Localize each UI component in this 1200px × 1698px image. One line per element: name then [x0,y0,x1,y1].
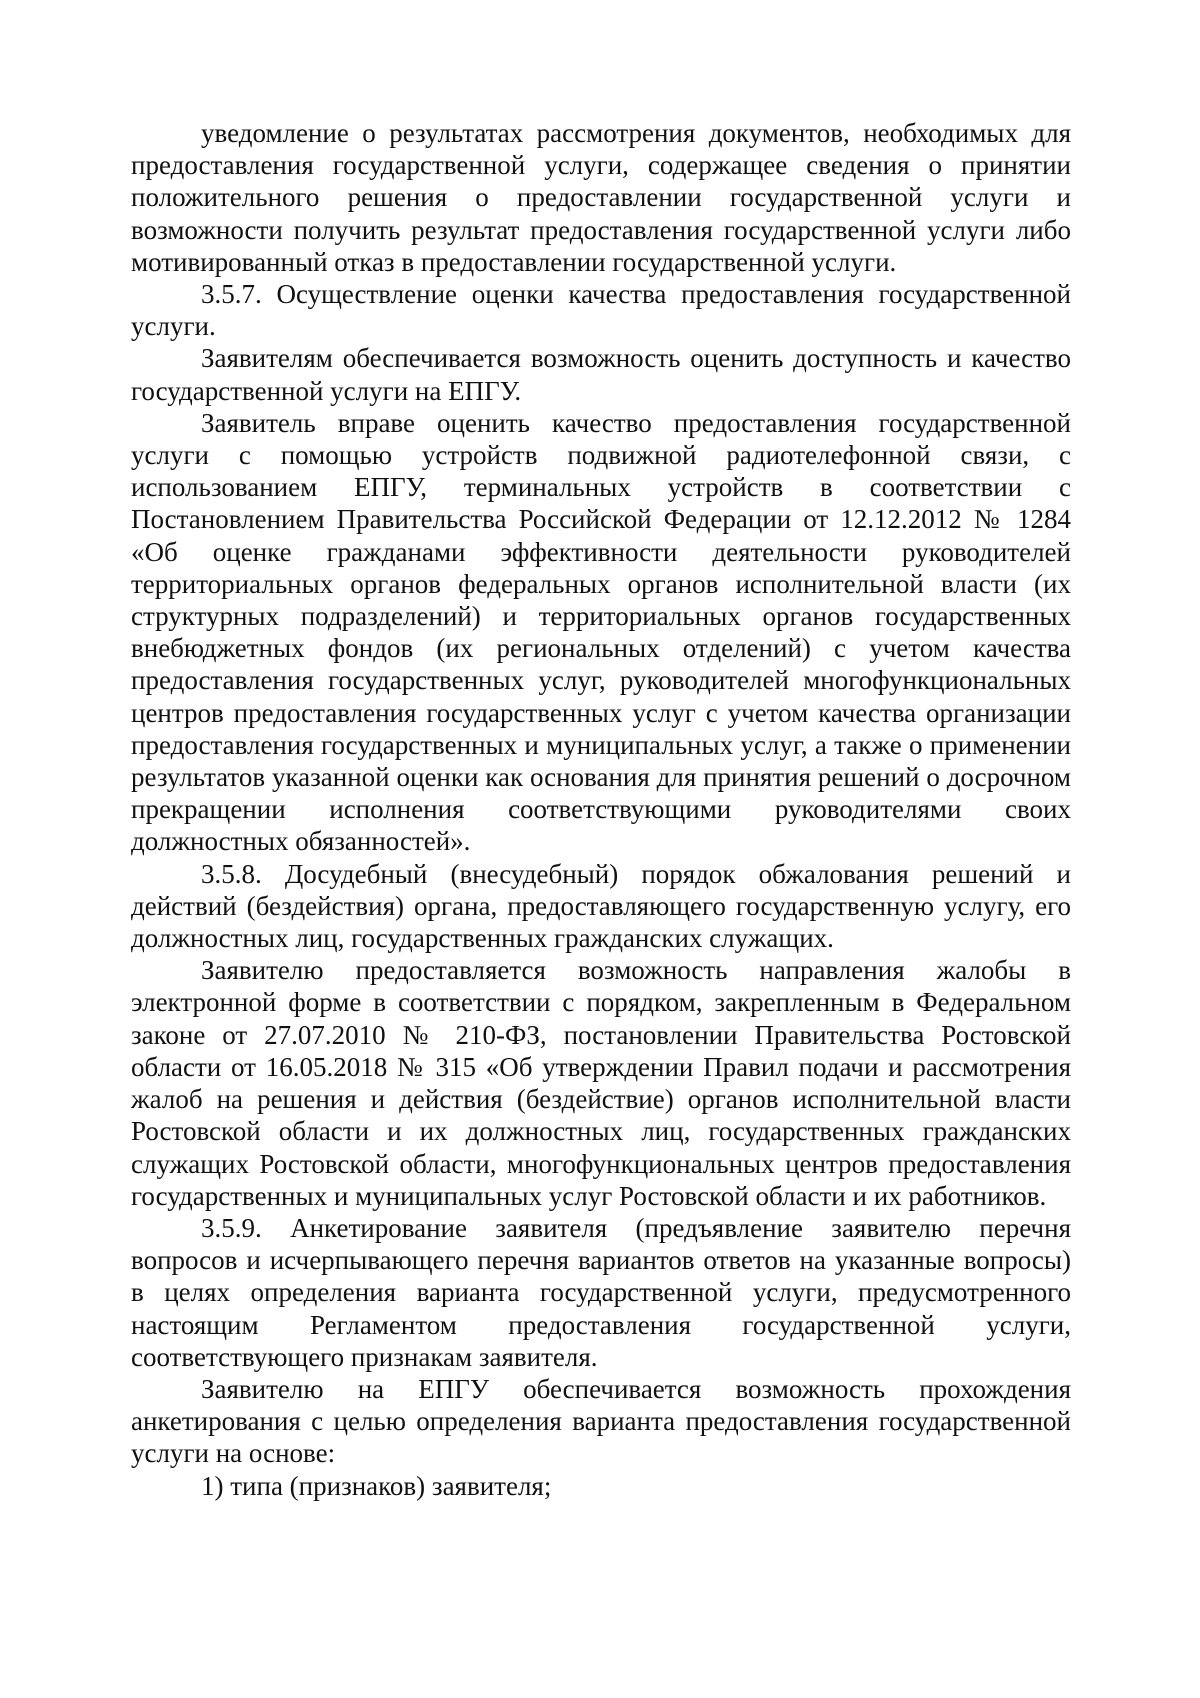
paragraph-quality-assessment-possibility: Заявителям обеспечивается возможность оценить доступность и качество государственной услуги на ЕПГУ. [131,343,1071,406]
paragraph-3-5-8-heading: 3.5.8. Досудебный (внесудебный) порядок обжалования решений и действий (бездействия) органа, предоставляющего государственную услугу, его должностных лиц, государственных гражданских служащих. [131,858,1071,954]
paragraph-notification-result: уведомление о результатах рассмотрения документов, необходимых для предоставления государственной услуги, содержащее сведения о принятии положительного решения о предоставлении государственной услуги и возможности получить результат предоставления государственной услуги либо мотивированный отказ в предоставлении государственной услуги. [131,118,1071,277]
paragraph-survey-on-epgu: Заявителю на ЕПГУ обеспечивается возможность прохождения анкетирования с целью определения варианта предоставления государственной услуги на основе: [131,1373,1071,1469]
paragraph-3-5-7-heading: 3.5.7. Осуществление оценки качества предоставления государственной услуги. [131,279,1071,342]
paragraph-quality-assessment-devices: Заявитель вправе оценить качество предоставления государственной услуги с помощью устройств подвижной радиотелефонной связи, с использованием ЕПГУ, терминальных устройств в соответствии с Постановлением Правительства Российской Федерации от 12.12.2012 № 1284 «Об оценке гражданами эффективности деятельности руководителей территориальных органов федеральных органов исполнительной власти (их структурных подразделений) и территориальных органов государственных внебюджетных фондов (их региональных отделений) с учетом качества предоставления государственных услуг, руководителей многофункциональных центров предоставления государственных услуг с учетом качества организации предоставления государственных и муниципальных услуг, а также о применении результатов указанной оценки как основания для принятия решений о досрочном прекращении исполнения соответствующими руководителями своих должностных обязанностей». [131,407,1071,857]
paragraph-3-5-9-heading: 3.5.9. Анкетирование заявителя (предъявление заявителю перечня вопросов и исчерпывающего перечня вариантов ответов на указанные вопросы) в целях определения варианта государственной услуги, предусмотренного настоящим Регламентом предоставления государственной услуги, соответствующего признакам заявителя. [131,1212,1071,1372]
document-page [131,117,1071,1502]
list-item-applicant-type: 1) типа (признаков) заявителя; [201,1470,552,1501]
paragraph-complaint-electronic-form: Заявителю предоставляется возможность направления жалобы в электронной форме в соответствии с порядком, закрепленным в Федеральном законе от 27.07.2010 № 210-ФЗ, постановлении Правительства Ростовской области от 16.05.2018 № 315 «Об утверждении Правил подачи и рассмотрения жалоб на решения и действия (бездействие) органов исполнительной власти Ростовской области и их должностных лиц, государственных гражданских служащих Ростовской области, многофункциональных центров предоставления государственных и муниципальных услуг Ростовской области и их работников. [131,955,1071,1211]
